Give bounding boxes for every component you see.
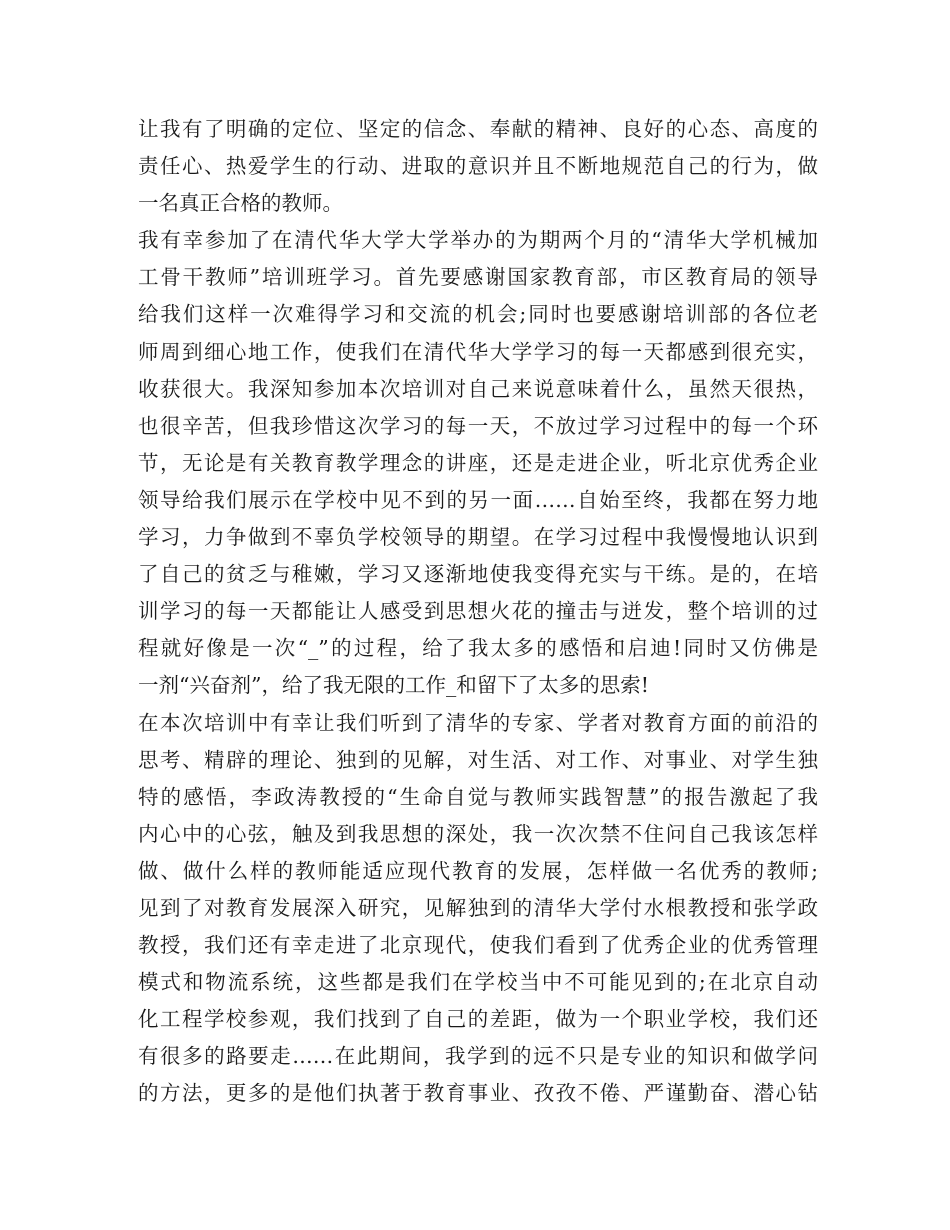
body-text	[138, 111, 818, 1113]
text-line: 我有幸参加了在清代华大学大学举办的为期两个月的“清华大学机械加	[138, 228, 818, 253]
text-line: 见到了对教育发展深入研究，见解独到的清华大学付水根教授和张学政	[138, 895, 818, 920]
text-line: 学习，力争做到不辜负学校领导的期望。在学习过程中我慢慢地认识到	[138, 525, 818, 550]
text-line: 化工程学校参观，我们找到了自己的差距，做为一个职业学校，我们还	[138, 1007, 818, 1032]
text-line: 训学习的每一天都能让人感受到思想火花的撞击与迸发，整个培训的过	[138, 599, 818, 624]
text-line: 教授，我们还有幸走进了北京现代，使我们看到了优秀企业的优秀管理	[138, 933, 818, 958]
text-line: 收获很大。我深知参加本次培训对自己来说意味着什么，虽然天很热，	[138, 376, 818, 401]
text-line: 师周到细心地工作，使我们在清代华大学学习的每一天都感到很充实，	[138, 339, 818, 364]
text-line: 思考、精辟的理论、独到的见解，对生活、对工作、对事业、对学生独	[138, 747, 818, 772]
text-line: 节，无论是有关教育教学理念的讲座，还是走进企业，听北京优秀企业	[138, 450, 818, 475]
text-line: 责任心、热爱学生的行动、进取的意识并且不断地规范自己的行为，做	[138, 154, 818, 179]
text-line: 给我们这样一次难得学习和交流的机会;同时也要感谢培训部的各位老	[138, 302, 818, 327]
text-line: 程就好像是一次“_”的过程，给了我太多的感悟和启迪!同时又仿佛是	[138, 636, 818, 661]
text-line: 领导给我们展示在学校中见不到的另一面……自始至终，我都在努力地	[138, 487, 818, 512]
text-line: 有很多的路要走……在此期间，我学到的远不只是专业的知识和做学问	[138, 1044, 818, 1069]
text-line: 特的感悟，李政涛教授的“生命自觉与教师实践智慧”的报告激起了我	[138, 784, 818, 809]
text-line: 做、做什么样的教师能适应现代教育的发展，怎样做一名优秀的教师;	[138, 858, 818, 883]
text-line: 也很辛苦，但我珍惜这次学习的每一天，不放过学习过程中的每一个环	[138, 413, 818, 438]
text-line: 让我有了明确的定位、坚定的信念、奉献的精神、良好的心态、高度的	[138, 117, 818, 141]
text-line: 内心中的心弦，触及到我思想的深处，我一次次禁不住问自己我该怎样	[138, 821, 818, 846]
text-line: 模式和物流系统，这些都是我们在学校当中不可能见到的;在北京自动	[138, 970, 818, 995]
text-line: 工骨干教师”培训班学习。首先要感谢国家教育部，市区教育局的领导	[138, 265, 818, 290]
text-line: 一剂“兴奋剂”，给了我无限的工作_和留下了太多的思索!	[138, 673, 649, 698]
text-line: 的方法，更多的是他们执著于教育事业、孜孜不倦、严谨勤奋、潜心钻	[138, 1081, 818, 1106]
text-line: 在本次培训中有幸让我们听到了清华的专家、学者对教育方面的前沿的	[138, 710, 818, 735]
text-line: 一名真正合格的教师。	[138, 191, 343, 216]
text-line: 了自己的贫乏与稚嫩，学习又逐渐地使我变得充实与干练。是的，在培	[138, 562, 818, 587]
